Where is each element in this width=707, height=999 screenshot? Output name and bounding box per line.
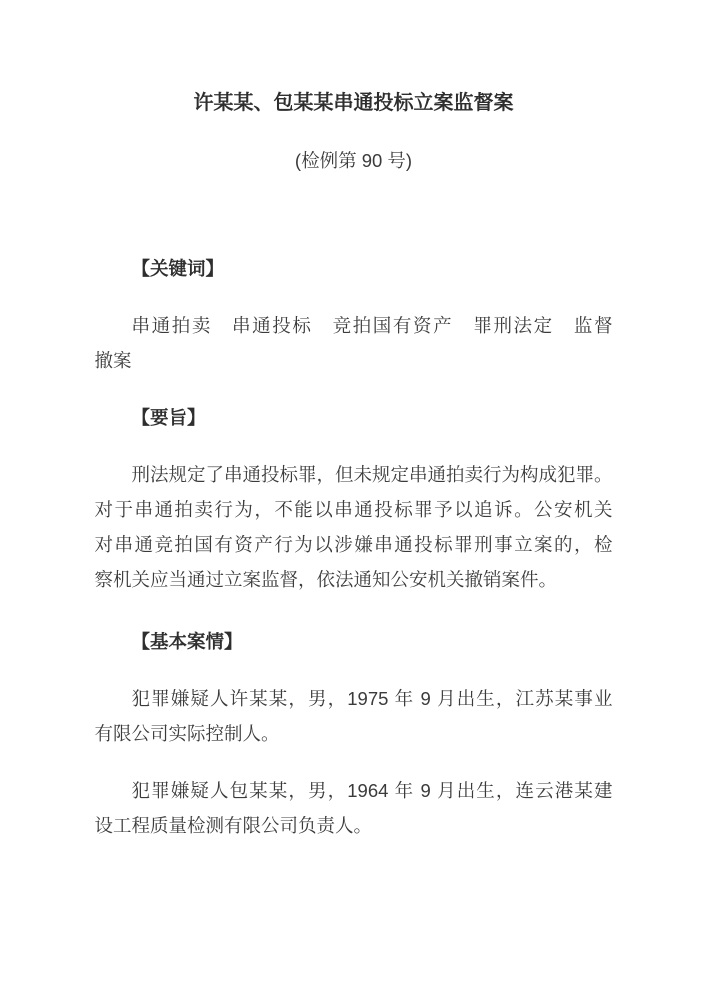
text-line: 串通拍卖 串通投标 竞拍国有资产 罪刑法定 监督 [131,315,613,336]
section-heading-keywords: 【关键词】 [131,258,225,279]
text-line: 犯罪嫌疑人许某某，男，1975 年 9 月出生，江苏某事业 [131,688,613,709]
text-line: 刑法规定了串通投标罪，但未规定串通拍卖行为构成犯罪。 [131,464,613,485]
text-line: 察机关应当通过立案监督，依法通知公安机关撤销案件。 [94,569,558,590]
text-line: 对串通竞拍国有资产行为以涉嫌串通投标罪刑事立案的，检 [94,534,613,555]
text-line: 设工程质量检测有限公司负责人。 [94,815,373,836]
section-basic-facts [95,624,613,843]
text-line: 对于串通拍卖行为，不能以串通投标罪予以追诉。公安机关 [94,499,613,520]
suspect-bao-paragraph [95,773,613,843]
text-line: 有限公司实际控制人。 [94,723,280,744]
section-keywords [95,251,613,378]
case-number: (检例第 90 号) [294,150,413,171]
text-line: 撤案 [94,350,132,371]
section-heading-gist: 【要旨】 [131,407,206,428]
suspect-xu-paragraph [95,681,613,751]
document-page [95,0,613,843]
gist-paragraph [95,457,613,597]
section-gist [95,400,613,597]
document-title: 许某某、包某某串通投标立案监督案 [193,92,514,114]
text-line: 犯罪嫌疑人包某某，男，1964 年 9 月出生，连云港某建 [131,780,613,801]
keywords-paragraph [95,308,613,378]
section-heading-basic-facts: 【基本案情】 [131,631,243,652]
